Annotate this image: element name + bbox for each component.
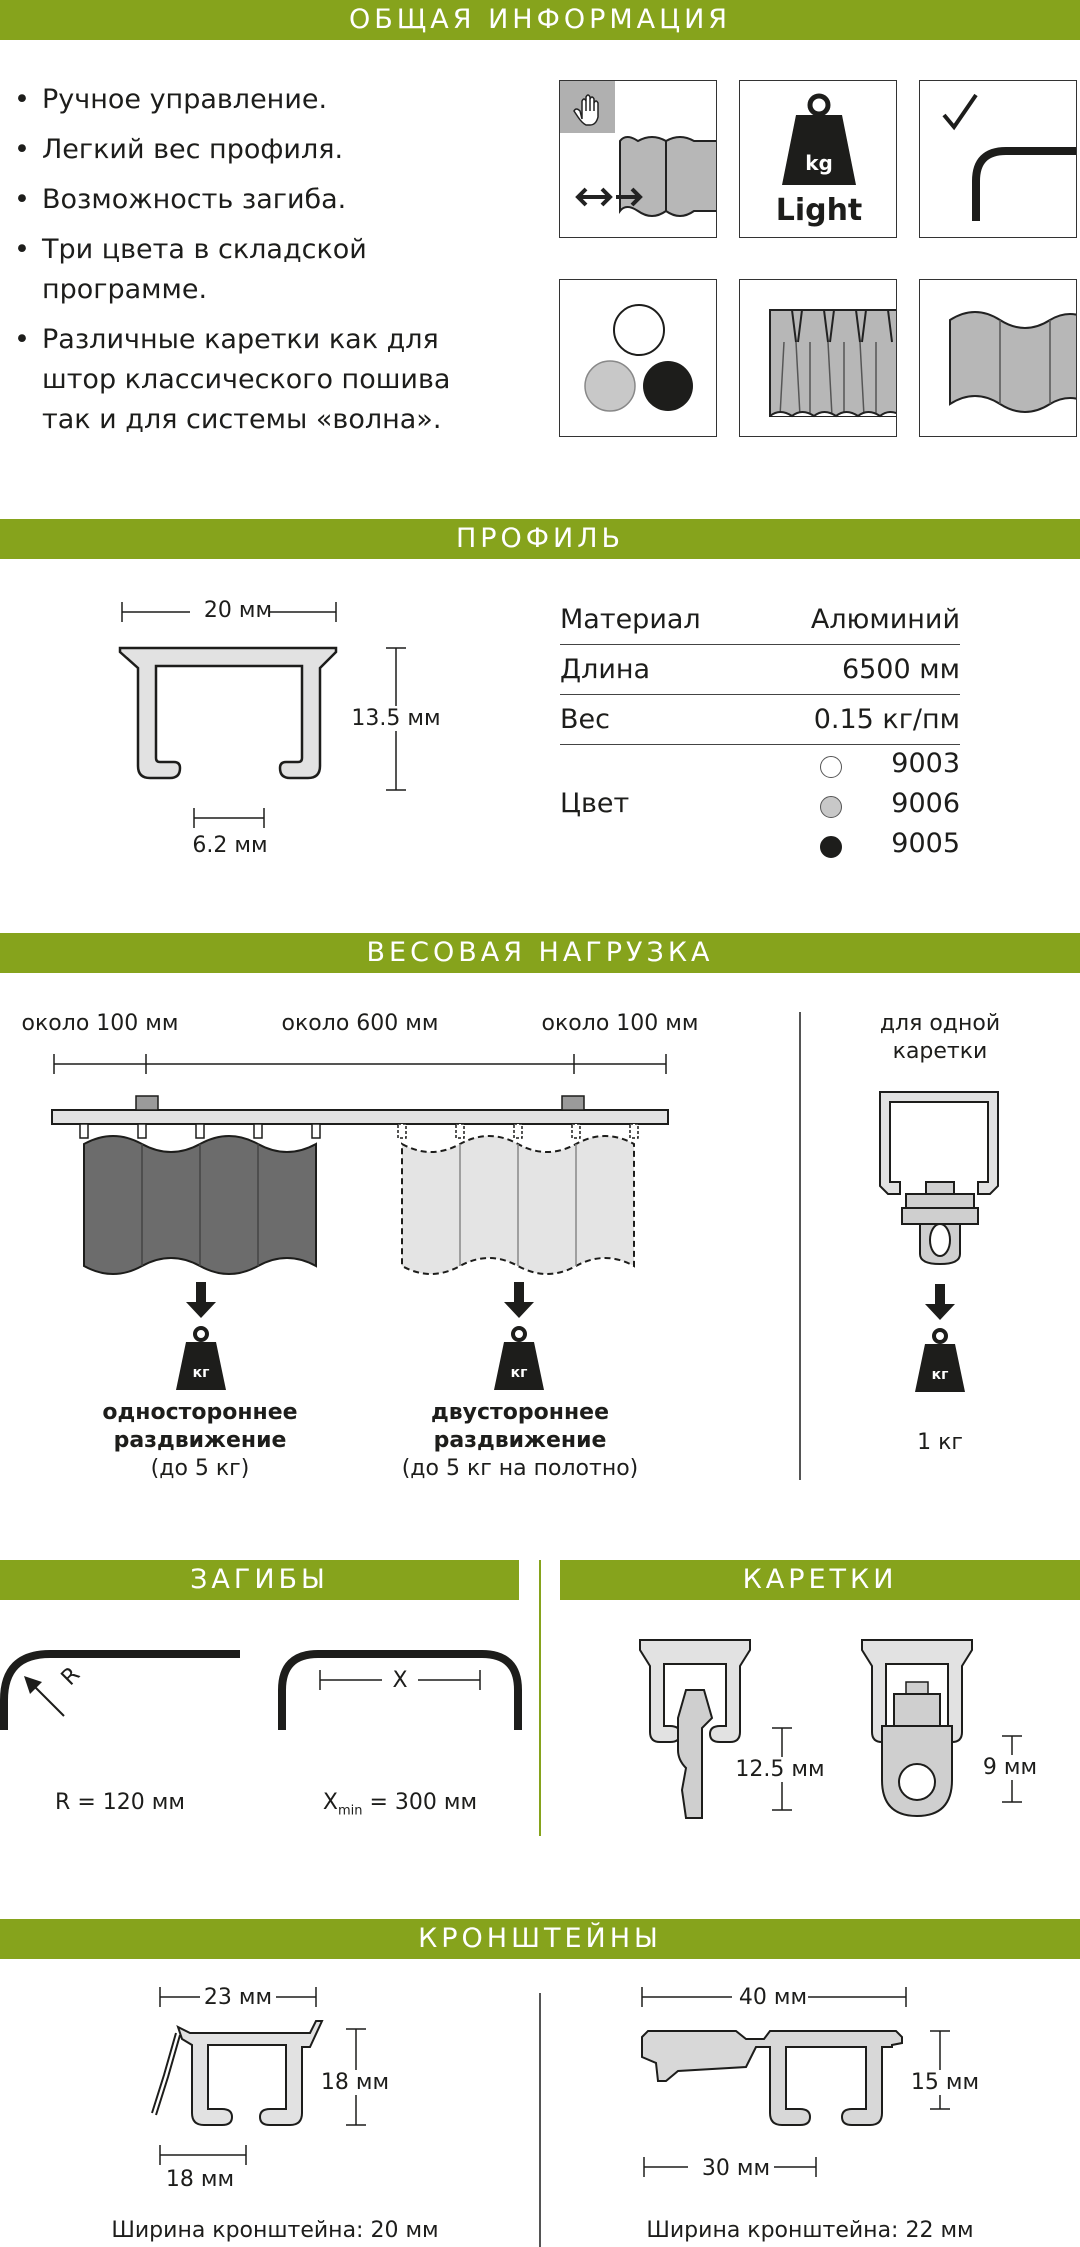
single-opening-title: одностороннее — [102, 1400, 298, 1425]
bracket-right-height: 15 мм — [910, 2070, 980, 2095]
x-symbol: X — [322, 1790, 338, 1815]
color-option — [820, 828, 960, 864]
section-header-bends: ЗАГИБЫ — [0, 1560, 519, 1600]
profile-drawing — [90, 590, 390, 850]
section-header-carriages: КАРЕТКИ — [560, 1560, 1080, 1600]
bracket-left-width: 23 мм — [203, 1985, 273, 2010]
single-carriage-title: для одной — [879, 1011, 1001, 1036]
distance-left-label: около 100 мм — [21, 1011, 179, 1036]
feature-item: • Легкий вес профиля. — [14, 130, 514, 170]
profile-height-label: 13.5 мм — [346, 706, 446, 731]
color-option — [820, 748, 960, 784]
x-value: = 300 мм — [362, 1790, 478, 1815]
double-opening-note: (до 5 кг на полотно) — [401, 1456, 639, 1481]
weight-unit-label: kg — [805, 151, 833, 175]
bracket-left-bottom: 18 мм — [165, 2167, 235, 2192]
brackets-divider — [539, 1993, 541, 2247]
single-opening-title-2: раздвижение — [113, 1428, 287, 1453]
weight-light-label: Light — [775, 193, 863, 228]
color-swatch-grey — [820, 796, 842, 818]
x-subscript: min — [337, 1803, 363, 1819]
spec-row-length — [560, 646, 960, 695]
spec-row-material — [560, 596, 960, 645]
distance-middle-label: около 600 мм — [281, 1011, 439, 1036]
bend-radius-symbol: R — [56, 1662, 86, 1691]
single-opening-note: (до 5 кг) — [150, 1456, 250, 1481]
bracket-right-bottom: 30 мм — [701, 2156, 771, 2181]
bend-x-symbol: X — [392, 1668, 408, 1693]
hook-carriage-size: 12.5 мм — [730, 1757, 830, 1782]
double-opening-title-2: раздвижение — [433, 1428, 607, 1453]
bracket-left-caption: Ширина кронштейна: 20 мм — [111, 2218, 439, 2243]
weight-unit-label: кг — [192, 1365, 210, 1381]
section-header-load: ВЕСОВАЯ НАГРУЗКА — [0, 933, 1080, 973]
double-opening-title: двустороннее — [430, 1400, 610, 1425]
spec-label: Длина — [560, 654, 651, 685]
section-header-brackets: КРОНШТЕЙНЫ — [0, 1919, 1080, 1959]
profile-gap-label: 6.2 мм — [192, 833, 268, 858]
spec-value: 6500 мм — [841, 654, 960, 685]
section-header-general: ОБЩАЯ ИНФОРМАЦИЯ — [0, 0, 1080, 40]
carriage-load-drawing — [840, 1090, 1040, 1410]
profile-specs-table — [560, 596, 960, 876]
bends-drawing — [0, 1630, 520, 1780]
bracket-left-height: 18 мм — [320, 2070, 390, 2095]
carriages-drawing — [560, 1630, 1080, 1840]
ring-carriage-size: 9 мм — [975, 1755, 1045, 1780]
profile-width-label: 20 мм — [203, 598, 273, 623]
distance-right-label: около 100 мм — [541, 1011, 699, 1036]
color-code: 9006 — [891, 788, 960, 819]
manual-control-icon — [559, 80, 717, 238]
bend-radius-value: R = 120 мм — [55, 1790, 185, 1815]
load-divider — [799, 1012, 801, 1480]
spec-value: Алюминий — [810, 604, 960, 635]
color-option — [820, 788, 960, 824]
spec-color-label: Цвет — [560, 788, 630, 819]
feature-item: • Возможность загиба. — [14, 180, 514, 220]
spec-row-weight — [560, 696, 960, 745]
classic-curtain-icon — [739, 279, 897, 437]
weight-unit-label: кг — [931, 1367, 949, 1383]
bend-x-value — [300, 1790, 500, 1818]
section-header-profile: ПРОФИЛЬ — [0, 519, 1080, 559]
spec-value: 0.15 кг/пм — [813, 704, 960, 735]
bracket-left-drawing — [150, 1985, 450, 2185]
weight-unit-label: кг — [510, 1365, 528, 1381]
bracket-right-caption: Ширина кронштейна: 22 мм — [646, 2218, 974, 2243]
wave-curtain-icon — [919, 279, 1077, 437]
feature-item: • Ручное управление. — [14, 80, 514, 120]
bendable-check-icon — [919, 80, 1077, 238]
light-weight-icon — [739, 80, 897, 238]
single-carriage-weight: 1 кг — [917, 1430, 963, 1455]
feature-item: • Три цвета в складской программе. — [14, 230, 382, 310]
single-carriage-title-2: каретки — [892, 1039, 988, 1064]
color-code: 9005 — [891, 828, 960, 859]
color-code: 9003 — [891, 748, 960, 779]
bends-divider — [539, 1560, 541, 1836]
features-list — [14, 80, 514, 450]
color-swatch-black — [820, 836, 842, 858]
spec-label: Материал — [560, 604, 701, 635]
color-swatch-white — [820, 756, 842, 778]
bracket-right-width: 40 мм — [738, 1985, 808, 2010]
spec-label: Вес — [560, 704, 610, 735]
feature-item: • Различные каретки как для штор классического пошива так и для системы «волна». — [14, 320, 472, 440]
three-colors-icon — [559, 279, 717, 437]
